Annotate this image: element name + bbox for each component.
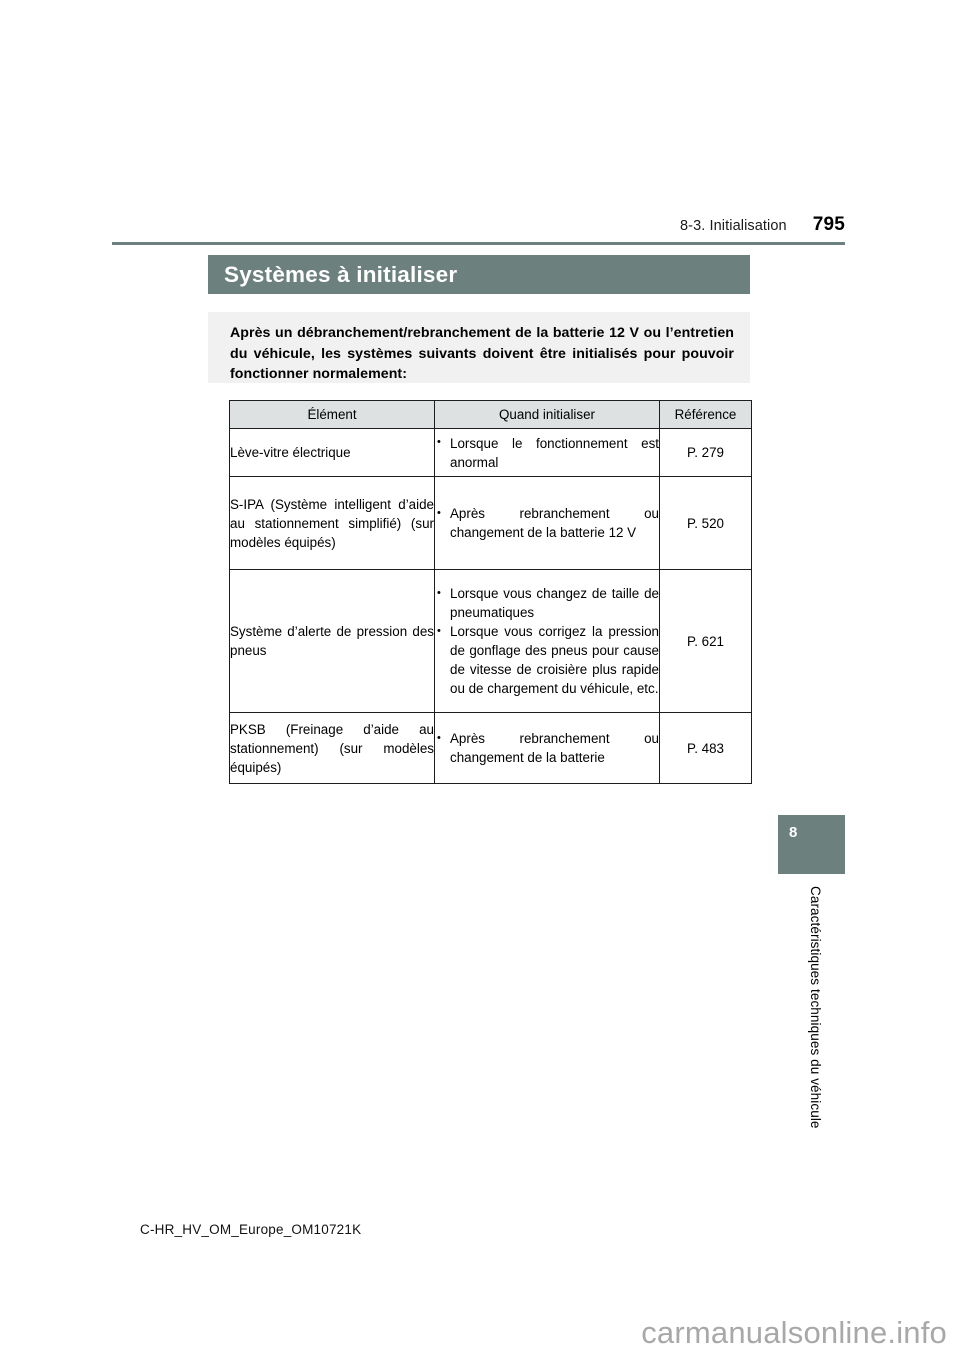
cell-element: Lève-vitre électrique [230,429,435,477]
cell-when [435,713,660,784]
cell-element: S-IPA (Système intelligent d’aide au stationnement simplifié) (sur modèles équipés) [230,477,435,570]
table-head [230,401,752,429]
page-number: 795 [812,214,845,235]
bullet-list [435,729,659,767]
intro-callout-box [208,312,750,383]
column-header-when: Quand initialiser [435,401,660,429]
bullet-item: • Lorsque vous corrigez la pression de gonflage des pneus pour cause de vitesse de croisière plus rapide ou de chargement du véhicule, etc. [435,622,659,698]
table-header-row [230,401,752,429]
header-divider [112,242,845,245]
table-row [230,477,752,570]
cell-when [435,477,660,570]
cell-reference: P. 621 [660,570,752,713]
cell-when [435,570,660,713]
systems-to-initialize-table [229,400,752,784]
chapter-tab-label: Caractéristiques techniques du véhicule [808,886,823,1129]
section-title: Systèmes à initialiser [224,261,458,287]
bullet-item: • Après rebranchement ou changement de la batterie 12 V [435,504,659,542]
bullet-item: • Après rebranchement ou changement de la batterie [435,729,659,767]
header-section-label: 8-3. Initialisation [680,218,787,234]
bullet-list [435,434,659,472]
table-row [230,713,752,784]
page-header [112,214,845,240]
column-header-element: Élément [230,401,435,429]
table-row [230,429,752,477]
table-body [230,429,752,784]
bullet-item: • Lorsque le fonctionnement est anormal [435,434,659,472]
chapter-tab [778,815,845,874]
cell-element: Système d’alerte de pression des pneus [230,570,435,713]
cell-reference: P. 279 [660,429,752,477]
cell-reference: P. 483 [660,713,752,784]
intro-text: Après un débranchement/rebranchement de la batterie 12 V ou l’entretien du véhicule, les systèmes suivants doivent être initialisés pour pouvoir fonctionner normalement: [230,325,734,382]
column-header-reference: Référence [660,401,752,429]
chapter-number: 8 [789,824,798,841]
cell-reference: P. 520 [660,477,752,570]
bullet-item: • Lorsque vous changez de taille de pneumatiques [435,584,659,622]
bullet-list [435,504,659,542]
watermark: carmanualsonline.info [641,1315,947,1350]
cell-element: PKSB (Freinage d’aide au stationnement) (sur modèles équipés) [230,713,435,784]
cell-when [435,429,660,477]
bullet-list [435,584,659,698]
footer-document-code: C-HR_HV_OM_Europe_OM10721K [140,1222,362,1237]
section-banner [208,255,750,294]
table-row [230,570,752,713]
